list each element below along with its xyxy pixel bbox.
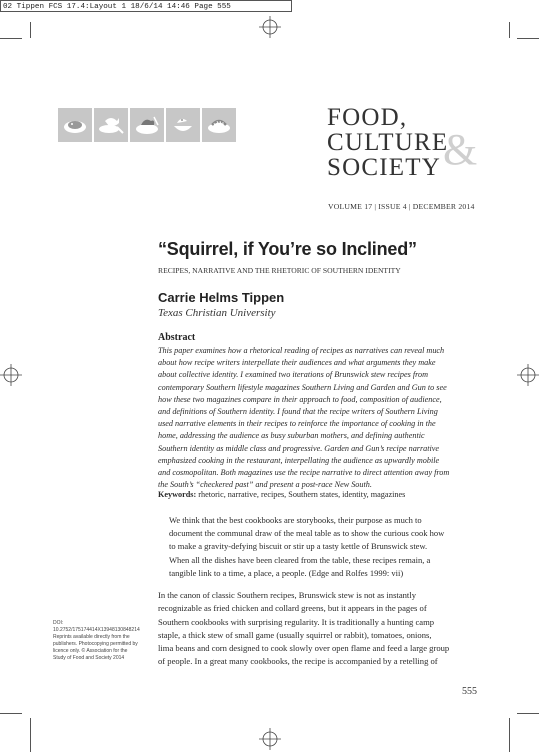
body-paragraph (158, 589, 462, 669)
quote-line: When all the dishes have been cleared from the table, these recipes remain, a (169, 554, 431, 565)
crop-mark-top-left-horizontal (0, 38, 22, 39)
fish-dish-icon (58, 108, 92, 142)
crop-mark-top-right-horizontal (517, 38, 539, 39)
abstract-line: Southern identity as middle class and progressive. Garden and Gun’s recipe narrative (158, 443, 440, 453)
article-subtitle: RECIPES, NARRATIVE AND THE RHETORIC OF SOUTHERN IDENTITY (158, 266, 401, 275)
print-slug-line: 02 Tippen FCS 17.4:Layout 1 18/6/14 14:46 Page 555 (0, 0, 292, 12)
body-line: of people. In a great many cookbooks, the recipe is accompanied by a retelling of (158, 656, 438, 667)
registration-mark-left-icon (0, 364, 22, 386)
body-line: Southern cookbooks with surprising regularity. It is traditionally a hunting camp (158, 616, 435, 627)
journal-volume-line: VOLUME 17 | ISSUE 4 | DECEMBER 2014 (328, 202, 475, 211)
abstract-line: This paper examines how a rhetorical reading of recipes as narratives can reveal much (158, 346, 445, 355)
doi-line: 10.2752/175174414X13948130848214 (53, 627, 140, 633)
squirrel-plate-icon (130, 108, 164, 142)
keywords (158, 490, 405, 499)
abstract-text (158, 345, 462, 491)
quote-line: tangible link to a time, a place, a people. (Edge and Rolfes 1999: vii) (169, 567, 404, 578)
abstract-line: home, addressing the audience as busy suburban mothers, and defining authentic (158, 431, 425, 441)
doi-note (53, 620, 153, 662)
abstract-line: contemporary Southern lifestyle magazines Southern Living and Garden and Gun to see (158, 382, 447, 392)
abstract-heading: Abstract (158, 332, 196, 343)
abstract-line: used narrative elements in their recipes to reinforce the importance of cooking in the (158, 419, 436, 429)
article-title: “Squirrel, if You’re so Inclined” (158, 239, 417, 259)
journal-ampersand: & (443, 125, 478, 174)
quote-line: document the communal draw of the meal table as to show the curious cook how (169, 528, 445, 539)
registration-mark-right-icon (517, 364, 539, 386)
journal-title-line-2: CULTURE (327, 129, 449, 156)
author-name: Carrie Helms Tippen (158, 290, 285, 305)
quote-line: to make a gravity-defying biscuit or stir up a tasty kettle of Brunswick stew. (169, 541, 428, 552)
registration-mark-top-icon (259, 16, 281, 38)
page-number: 555 (462, 686, 477, 697)
mushroom-bowl-icon (166, 108, 200, 142)
doi-line: DOI: (53, 620, 64, 626)
body-line: In the canon of classic Southern recipes, Brunswick stew is not as instantly (158, 590, 416, 600)
body-line: staple, a thick stew of small game (usually squirrel or rabbit), tomatoes, onions, (158, 629, 432, 640)
crop-mark-top-right (509, 22, 510, 38)
abstract-line: and cosmopolitan. Both magazines use the recipe narrative to direct attention away from (158, 468, 450, 478)
food-icon-strip (58, 108, 236, 142)
doi-line: Study of Food and Society 2014 (53, 655, 125, 661)
keywords-label: Keywords: (158, 490, 197, 499)
quote-line: We think that the best cookbooks are storybooks, their purpose as much to (169, 515, 422, 525)
journal-title-line-1: FOOD, (327, 104, 408, 131)
abstract-line: and definitions of Southern identity. I found that the recipe writers of Southern Living (158, 407, 438, 417)
keywords-list: rhetoric, narrative, recipes, Southern states, identity, magazines (196, 490, 406, 499)
body-line: lima beans and corn designed to cook slowly over open flame and feed a large group (158, 643, 450, 654)
doi-line: Reprints available directly from the (53, 634, 130, 640)
crop-mark-bottom-right (509, 718, 510, 752)
crop-mark-bottom-right-horizontal (517, 713, 539, 714)
registration-mark-bottom-icon (259, 728, 281, 750)
epigraph-quote (169, 514, 462, 580)
doi-line: publishers. Photocopying permitted by (53, 641, 138, 647)
abstract-line: emphasized cooking in the restaurant, interpellating the audience as upwardly mobile (158, 455, 440, 465)
journal-masthead (327, 105, 448, 180)
body-line: recognizable as fried chicken and collard greens, but it appears in the pages of (158, 603, 427, 614)
bird-plate-icon (94, 108, 128, 142)
abstract-line: about how recipe writers interpellate their audiences and what arguments they make (158, 358, 436, 368)
crop-mark-bottom-left-horizontal (0, 713, 22, 714)
crop-mark-bottom-left (30, 718, 31, 752)
abstract-line: how these two magazines compare in their approach to food, composition of audience, (158, 394, 442, 404)
journal-title-line-3: SOCIETY (327, 154, 441, 181)
shrimp-plate-icon (202, 108, 236, 142)
abstract-line: about collective identity. I examined two iterations of Brunswick stew recipes from (158, 370, 428, 380)
abstract-line: the South’s “checkered past” and present a post-race New South. (158, 480, 372, 490)
author-affiliation: Texas Christian University (158, 307, 276, 319)
crop-mark-top-left (30, 22, 31, 38)
doi-line: licence only. © Association for the (53, 648, 128, 654)
